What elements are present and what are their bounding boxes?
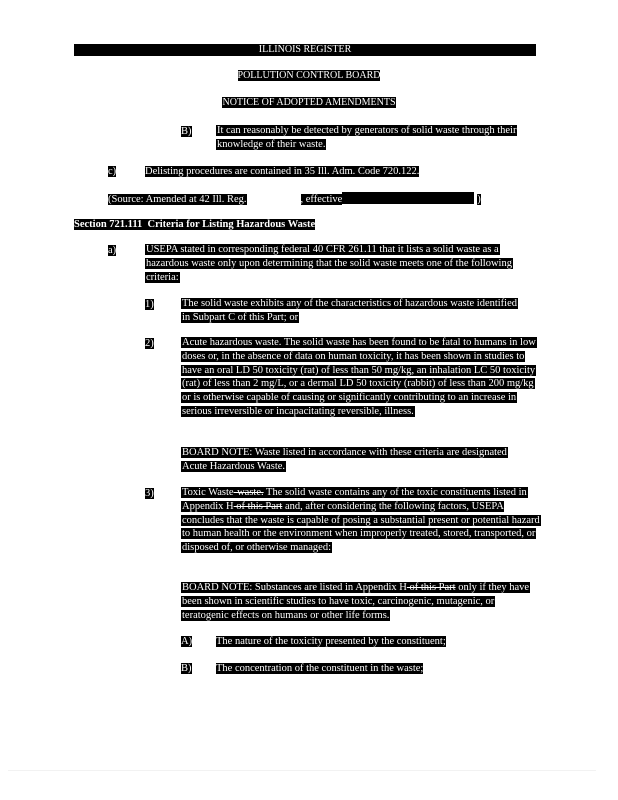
item-a1-text: The solid waste exhibits any of the characteristics of hazardous waste identified in Subpart C of this Part; or (182, 298, 518, 323)
header-line-1: ILLINOIS REGISTER (74, 44, 536, 56)
item-a3-note: BOARD NOTE: Substances are listed in Appendix H of this Part only if they have been shown in scientific studies to have toxic, carcinogenic, mutagenic, or teratogenic effects on humans or other life forms. (182, 582, 530, 621)
section-title: Section 721.111 Criteria for Listing Hazardous Waste (74, 219, 316, 230)
item-a2-label: 2) (145, 338, 154, 349)
item-c-text: Delisting procedures are contained in 35 Ill. Adm. Code 720.122. (145, 166, 420, 177)
item-a2-note: BOARD NOTE: Waste listed in accordance with these criteria are designated Acute Hazardous Waste. (182, 447, 507, 472)
register-header (74, 44, 536, 56)
source-redaction (342, 192, 474, 204)
item-a3B-label: B) (181, 663, 192, 674)
item-a3A-text: The nature of the toxicity presented by the constituent; (216, 636, 446, 647)
item-a-label: a) (108, 245, 117, 256)
item-a3-label: 3) (145, 488, 154, 499)
item-b-text: It can reasonably be detected by generators of solid waste through their knowledge of their waste. (217, 125, 517, 150)
board-header (0, 70, 618, 82)
header-line-3: NOTICE OF ADOPTED AMENDMENTS (222, 97, 396, 108)
item-a-text: USEPA stated in corresponding federal 40 CFR 261.11 that it lists a solid waste as a hazardous waste only upon determining that the solid waste meets one of the following criteria: (146, 244, 512, 283)
header-line-2: POLLUTION CONTROL BOARD (237, 70, 381, 81)
item-c-label: c) (108, 166, 117, 177)
page-footer-divider (8, 770, 596, 771)
item-b-label: B) (181, 126, 192, 137)
item-a3A-label: A) (181, 636, 193, 647)
item-a1-label: 1) (145, 299, 154, 310)
item-a3-text: Toxic Waste-waste. The solid waste contains any of the toxic constituents listed in Appendix H of this Part and, after considering the following factors, USEPA concludes that the waste is capable of posing a substantial present or potential hazard to human health or the environment when improperly treated, stored, transported, or disposed of, or otherwise managed: (182, 487, 540, 554)
item-a2-text: Acute hazardous waste. The solid waste has been found to be fatal to humans in low doses or, in the absence of data on human toxicity, it has been shown in studies to have an oral LD 50 toxicity (rat) of less than 50 mg/kg, an inhalation LC 50 toxicity (rat) of less than 2 mg/L, or a dermal LD 50 toxicity (rabbit) of less than 200 mg/kg or is otherwise capable of causing or significantly contributing to an increase in serious irreversible or incapacitating reversible, illness. (182, 337, 536, 417)
item-a3B-text: The concentration of the constituent in the waste; (216, 663, 424, 674)
source-line: (Source: Amended at 42 Ill. Reg. , effective ) (108, 194, 481, 205)
notice-header (0, 97, 618, 109)
